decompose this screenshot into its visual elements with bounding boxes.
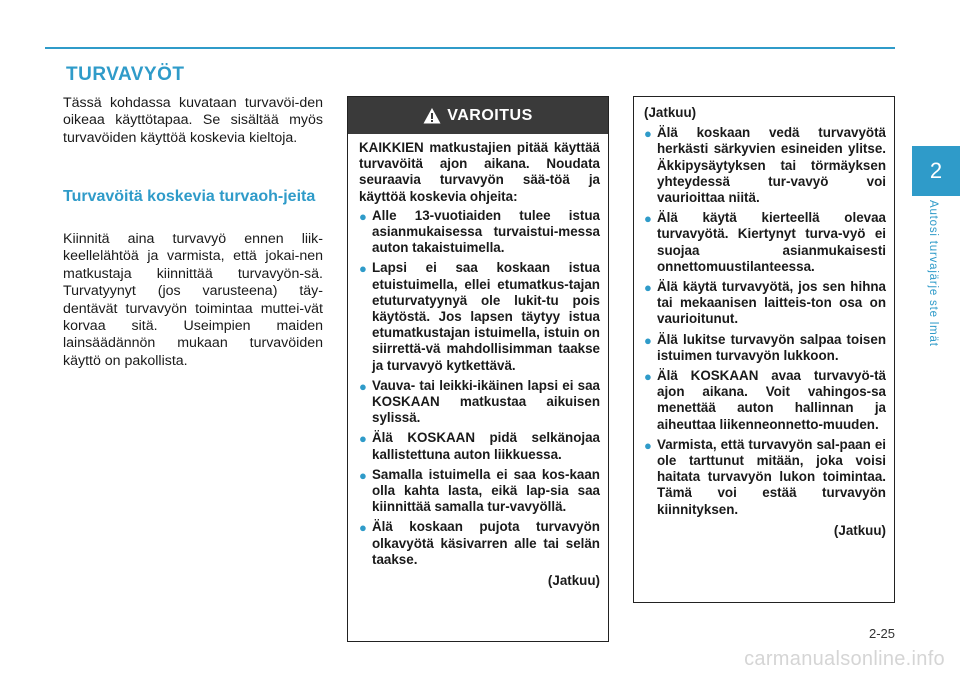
bullet-icon: ● xyxy=(359,378,367,394)
list-item-text: Alle 13-vuotiaiden tulee istua asianmukaisessa turvaistui-messa auton takaistuimella. xyxy=(372,207,600,256)
warning-box xyxy=(347,96,609,642)
warning-triangle-icon xyxy=(423,107,441,125)
intro-paragraph: Tässä kohdassa kuvataan turvavöi-den oikeaa käyttötapaa. Se sisältää myös turvavöiden käyttöä koskevia kieltoja. xyxy=(63,95,323,146)
bullet-icon: ● xyxy=(359,261,367,277)
continued-label: (Jatkuu) xyxy=(833,522,886,538)
bullet-icon: ● xyxy=(644,369,652,385)
continuation-lead: (Jatkuu) xyxy=(644,105,697,120)
list-item xyxy=(359,378,600,427)
list-item-text: Älä lukitse turvavyön salpaa toisen istuimen turvavyön lukkoon. xyxy=(657,331,886,363)
list-item-text: Älä koskaan vedä turvavyötä herkästi särkyvien esineiden ylitse. Äkkipysäytyksen tai törmäyksen yhteydessä tur-vavyö voi vaurioittaa niitä. xyxy=(657,125,886,206)
list-item xyxy=(644,125,886,206)
list-item-text: Älä koskaan pujota turvavyön olkavyötä käsivarren alle tai selän taakse. xyxy=(372,519,600,567)
chapter-tab: 2 xyxy=(912,146,960,196)
warning-title: VAROITUS xyxy=(447,106,533,124)
continuation-list xyxy=(644,125,886,518)
continuation-box xyxy=(633,96,895,603)
list-item-text: Vauva- tai leikki-ikäinen lapsi ei saa KOSKAAN matkustaa aikuisen sylissä. xyxy=(372,377,600,426)
section-title: TURVAVYÖT xyxy=(66,64,185,85)
chapter-side-label-text: Autosi turvajärje ste lmät xyxy=(927,200,939,347)
list-item xyxy=(359,208,600,257)
list-item xyxy=(644,437,886,518)
bullet-icon: ● xyxy=(644,211,652,227)
subsection-paragraph: Kiinnitä aina turvavyö ennen liik-keellelähtöä ja varmista, että jokai-nen matkustaja kiinnittää turvavyön-sä. Turvatyynyt (jos varusteena) täy-dentävät turvavyön toimintaa muttei-vät korvaa sitä. Useimpien maiden lainsäädännön mukaan turvavöiden käyttö on pakollista. xyxy=(63,231,323,369)
list-item-text: Älä käytä kierteellä olevaa turvavyötä. Kiertynyt turva-vyö ei suojaa asianmukaisesti onnettomuustilanteessa. xyxy=(657,210,886,274)
chapter-side-label xyxy=(927,200,945,375)
bullet-icon: ● xyxy=(644,126,652,142)
continued-label: (Jatkuu) xyxy=(547,573,600,589)
list-item-text: Varmista, että turvavyön sal-paan ei ole tarttunut mitään, joka voisi haitata turvavyön lukon toimintaa. Tämä voi estää turvavyön kiinnityksen. xyxy=(657,436,886,517)
bullet-icon: ● xyxy=(359,467,367,483)
watermark: carmanualsonline.info xyxy=(744,648,945,670)
list-item xyxy=(644,332,886,364)
list-item-text: Älä KOSKAAN pidä selkänojaa kallistettuna auton liikkuessa. xyxy=(372,430,600,462)
page-number: 2-25 xyxy=(868,626,895,641)
bullet-icon: ● xyxy=(644,332,652,348)
list-item xyxy=(644,210,886,275)
warning-lead: KAIKKIEN matkustajien pitää käyttää turvavöitä ajon aikana. Noudata seuraavia turvavyön sää-töä ja käyttöä koskevia ohjeita: xyxy=(359,140,600,204)
top-rule xyxy=(45,47,895,49)
bullet-icon: ● xyxy=(359,208,367,224)
bullet-icon: ● xyxy=(359,431,367,447)
subsection-title: Turvavöitä koskevia turvaoh-jeita xyxy=(63,188,316,205)
list-item xyxy=(359,260,600,373)
bullet-icon: ● xyxy=(644,280,652,296)
list-item-text: Lapsi ei saa koskaan istua etuistuimella, ellei etumatkus-tajan etuturvatyynyä ole lukit-tu pois käytöstä. Jos lapsen täytyy istua etumatkustajan istuimella, istuin on siirrettä-vä mahdollisimman taakse ja turvavyö kytkettävä. xyxy=(372,260,600,373)
list-item-text: Samalla istuimella ei saa kos-kaan olla kahta lasta, eikä lap-sia saa kiinnittää samalla tur-vavyöllä. xyxy=(372,466,600,515)
list-item xyxy=(359,519,600,568)
list-item xyxy=(359,467,600,516)
warning-header xyxy=(348,97,608,134)
bullet-icon: ● xyxy=(644,437,652,453)
list-item-text: Älä KOSKAAN avaa turvavyö-tä ajon aikana. Voit vahingos-sa menettää auton hallinnan ja aiheuttaa liikenneonnetto-muuden. xyxy=(657,368,886,432)
list-item xyxy=(644,368,886,433)
list-item-text: Älä käytä turvavyötä, jos sen hihna tai mekaanisen laitteis-ton osa on vaurioitunut. xyxy=(657,279,886,327)
bullet-icon: ● xyxy=(359,520,367,536)
list-item xyxy=(359,430,600,462)
warning-list xyxy=(359,208,600,568)
warning-body xyxy=(348,134,608,589)
list-item xyxy=(644,279,886,328)
